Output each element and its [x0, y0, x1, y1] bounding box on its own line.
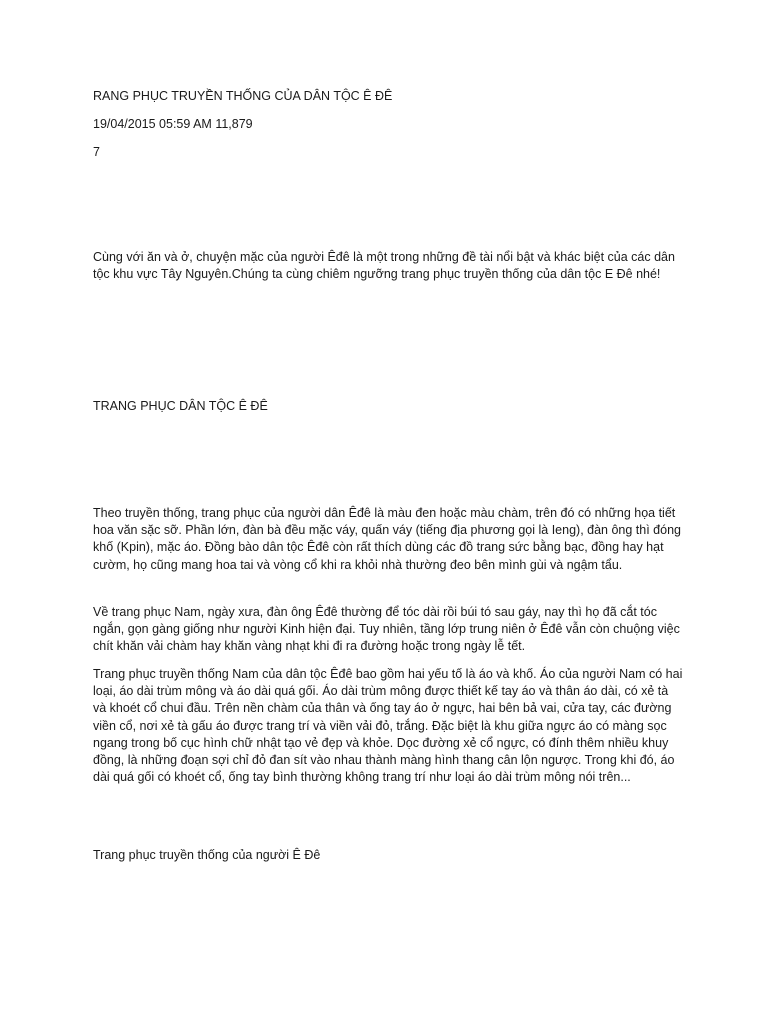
- body-paragraph-3: Trang phục truyền thống Nam của dân tộc Êđê bao gồm hai yếu tố là áo và khố. Áo của người Nam có hai loại, áo dài trùm mông và áo dài quá gối. Áo dài trùm mông được thiết kế tay áo và thân áo dài, có xẻ tà và khoét cổ chui đầu. Trên nền chàm của thân và ống tay áo ở ngực, hai bên bả vai, cửa tay, các đường viền cổ, nơi xẻ tà gấu áo được trang trí và viền vải đỏ, trắng. Đặc biệt là khu giữa ngực áo có màng sọc ngang trong bố cục hình chữ nhật tạo vẻ đẹp và khỏe. Dọc đường xẻ cổ ngực, có đính thêm nhiều khuy đồng, là những đoạn sợi chỉ đỏ đan sít vào nhau thành màng hình thang cân lộn ngược. Trong khi đó, áo dài quá gối có khoét cổ, ống tay bình thường không trang trí như loại áo dài trùm mông nói trên...: [93, 667, 683, 785]
- comment-count: 7: [93, 145, 100, 159]
- body-paragraph-1: Theo truyền thống, trang phục của người dân Êđê là màu đen hoặc màu chàm, trên đó có những họa tiết hoa văn sặc sỡ. Phần lớn, đàn bà đều mặc váy, quấn váy (tiếng địa phương gọi là Ieng), đàn ông thì đóng khố (Kpin), mặc áo. Đồng bào dân tộc Êđê còn rất thích dùng các đồ trang sức bằng bạc, đồng hay hạt cườm, họ cũng mang hoa tai và vòng cổ khi ra khỏi nhà thường đeo bên mình gùi và ngậm tẩu.: [93, 506, 681, 572]
- publish-meta: 19/04/2015 05:59 AM 11,879: [93, 117, 253, 131]
- section-heading: TRANG PHỤC DÂN TỘC Ê ĐÊ: [93, 399, 268, 413]
- body-paragraph-2: Về trang phục Nam, ngày xưa, đàn ông Êđê thường để tóc dài rồi búi tó sau gáy, nay thì họ đã cắt tóc ngắn, gọn gàng giống như người Kinh hiện đại. Tuy nhiên, tầng lớp trung niên ở Êđê vẫn còn chuộng việc chít khăn vải chàm hay khăn vàng nhạt khi đi ra đường hoặc trong ngày lễ tết.: [93, 605, 680, 654]
- image-caption: Trang phục truyền thống của người Ê Đê: [93, 848, 321, 862]
- document-title: RANG PHỤC TRUYỀN THỐNG CỦA DÂN TỘC Ê ĐÊ: [93, 89, 393, 103]
- intro-paragraph: Cùng với ăn và ở, chuyện mặc của người Êđê là một trong những đề tài nổi bật và khác biệt của các dân tộc khu vực Tây Nguyên.Chúng ta cùng chiêm ngưỡng trang phục truyền thống của dân tộc E Đê nhé!: [93, 250, 675, 282]
